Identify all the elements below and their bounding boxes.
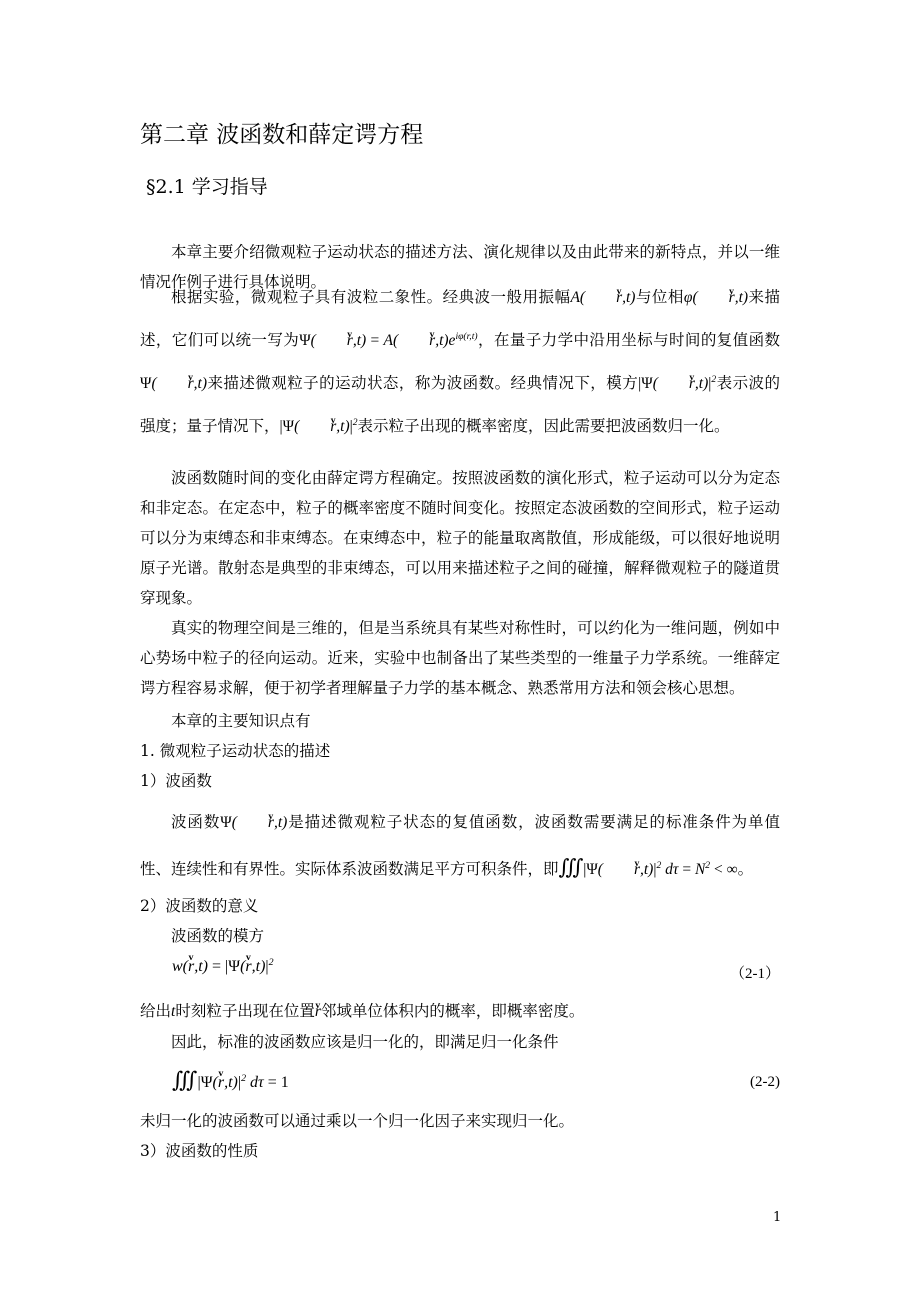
item-1-3-heading: 3）波函数的性质 (140, 1142, 259, 1160)
item-1-1-heading: 1）波函数 (140, 772, 212, 790)
intro-paragraph: 本章主要介绍微观粒子运动状态的描述方法、演化规律以及由此带来的新特点，并以一维情况作例子进行具体说明。 (140, 243, 780, 291)
one-dimension-paragraph: 真实的物理空间是三维的，但是当系统具有某些对称性时，可以约化为一维问题，例如中心势场中粒子的径向运动。近来，实验中也制备出了某些类型的一维量子力学系统。一维薛定谔方程容易求解，便于初学者理解量子力学的基本概念、熟悉常用方法和领会核心思想。 (140, 619, 780, 697)
normalization-intro: 因此，标准的波函数应该是归一化的，即满足归一化条件 (171, 1033, 559, 1051)
normalization-equation: ∭|Ψ(v $r,t)|^2$ dτ = 1 (172, 1068, 289, 1093)
quantum-modulus-formula: |Ψ(v $r,t)|^2$ (280, 418, 358, 435)
item-1-heading: 1. 微观粒子运动状态的描述 (140, 742, 331, 760)
wavefunction-form-formula: Ψ(v r,t) = A(v $r,t)e^{i\varphi(r,t)}$ (299, 332, 477, 349)
wavefunction-intro-paragraph: 根据实验，微观粒子具有波粒二象性。经典波一般用振幅A(v r,t)与位相φ(v r,t)来描述，它们可以统一写为Ψ(v r,t) = A(v $r,t)e^{i\varphi(r,t)}$，在量子力学中沿用坐标与时间的复值函数Ψ(v r,t)来描述微观粒子的运动状态，称为波函数。经典情况下，模方|Ψ(v $r,t)|^2$表示波的强度；量子情况下，|Ψ(v $r,t)|^2$表示粒子出现的概率密度，因此需要把波函数归一化。 (140, 276, 780, 448)
wavefunction-definition-paragraph: 波函数Ψ(v r,t)是描述微观粒子状态的复值函数，波函数需要满足的标准条件为单值性、连续性和有界性。实际体系波函数满足平方可积条件，即∭|Ψ(v $r,t)|^2$ $d\tau = N^2$ < ∞。 (140, 800, 780, 892)
probability-density-explanation: 给出t时刻粒子出现在位置v r邻域单位体积内的概率，即概率密度。 (140, 1000, 780, 1023)
probability-density-equation: w(v r,t) = |Ψ(v $r,t)|^2$ (172, 958, 274, 976)
psi-formula: Ψ(v r,t) (220, 814, 287, 831)
knowledge-points-intro: 本章的主要知识点有 (171, 712, 311, 730)
square-integrable-formula: ∭|Ψ(v $r,t)|^2$ $d\tau = N^2$ < ∞ (559, 861, 738, 878)
normalization-factor-text: 未归一化的波函数可以通过乘以一个归一化因子来实现归一化。 (140, 1112, 575, 1130)
chapter-title: 第二章 波函数和薛定谔方程 (140, 122, 424, 148)
classical-modulus-formula: |Ψ(v $r,t)|^2$ (638, 375, 716, 392)
phase-formula: φ(v r,t) (684, 289, 748, 306)
section-title: §2.1 学习指导 (146, 176, 268, 198)
equation-label-2-2: (2-2) (750, 1074, 780, 1090)
item-1-2-heading: 2）波函数的意义 (140, 897, 259, 915)
page-number: 1 (773, 1210, 782, 1225)
modulus-label: 波函数的模方 (171, 927, 265, 945)
psi-formula: Ψ(v r,t) (140, 375, 207, 392)
amplitude-formula: A(v r,t) (570, 289, 635, 306)
schrodinger-paragraph: 波函数随时间的变化由薛定谔方程确定。按照波函数的演化形式，粒子运动可以分为定态和非定态。在定态中，粒子的概率密度不随时间变化。按照定态波函数的空间形式，粒子运动可以分为束缚态和非束缚态。在束缚态中，粒子的能量取离散值，形成能级，可以很好地说明原子光谱。散射态是典型的非束缚态，可以用来描述粒子之间的碰撞，解释微观粒子的隧道贯穿现象。 (140, 469, 780, 607)
equation-label-2-1: （2-1） (730, 966, 780, 982)
